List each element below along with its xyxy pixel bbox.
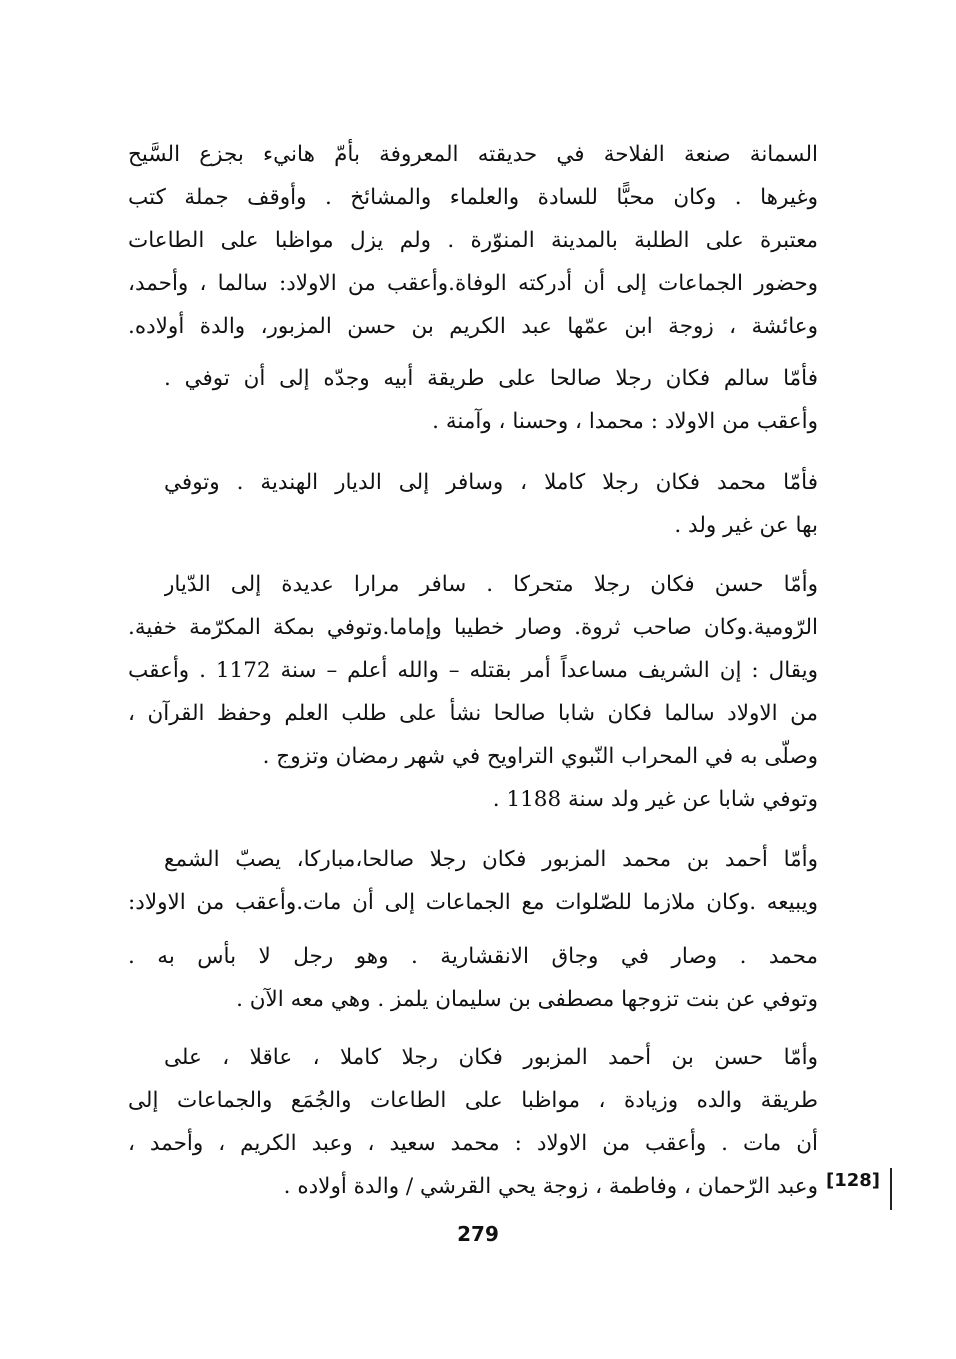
- text-line: السمانة صنعة الفلاحة في حديقته المعروفة بأمّ هانيء بجزع السَّيح: [128, 142, 818, 167]
- text-line: وعائشة ، زوجة ابن عمّها عبد الكريم بن حسن المزبور، والدة أولاده.: [128, 314, 818, 339]
- text-line: الرّومية.وكان صاحب ثروة. وصار خطيبا وإماما.وتوفي بمكة المكرّمة خفية.: [128, 615, 818, 640]
- text-line: وصلّى به في المحراب النّبوي التراويح في شهر رمضان وتزوج .: [262, 744, 818, 769]
- text-line: وأمّا أحمد بن محمد المزبور فكان رجلا صالحا،مباركا، يصبّ الشمع: [164, 847, 818, 872]
- text-line: بها عن غير ولد .: [674, 513, 818, 538]
- page-number: 279: [457, 1222, 499, 1246]
- text-line: ويقال : إن الشريف مساعداً أمر بقتله – والله أعلم – سنة 1172 . وأعقب: [128, 658, 818, 683]
- text-line: وحضور الجماعات إلى أن أدركته الوفاة.وأعقب من الاولاد: سالما ، وأحمد،: [128, 271, 818, 296]
- text-line: أن مات . وأعقب من الاولاد : محمد سعيد ، وعبد الكريم ، وأحمد ،: [128, 1131, 818, 1156]
- text-line: وغيرها . وكان محبًّا للسادة والعلماء والمشائخ . وأوقف جملة كتب: [128, 185, 818, 210]
- text-line: طريقة والده وزيادة ، مواظبا على الطاعات والجُمَع والجماعات إلى: [128, 1088, 818, 1113]
- text-line: فأمّا سالم فكان رجلا صالحا على طريقة أبيه وجدّه إلى أن توفي .: [164, 366, 818, 391]
- text-line: محمد . وصار في وجاق الانقشارية . وهو رجل لا بأس به .: [128, 944, 818, 969]
- text-line: معتبرة على الطلبة بالمدينة المنوّرة . ولم يزل مواظبا على الطاعات: [128, 228, 818, 253]
- text-line: وأمّا حسن فكان رجلا متحركا . سافر مرارا عديدة إلى الدّيار: [164, 572, 818, 597]
- text-line: وأمّا حسن بن أحمد المزبور فكان رجلا كاملا ، عاقلا ، على: [164, 1045, 818, 1070]
- text-line: ويبيعه .وكان ملازما للصّلوات مع الجماعات إلى أن مات.وأعقب من الاولاد:: [128, 890, 818, 915]
- text-line: فأمّا محمد فكان رجلا كاملا ، وسافر إلى الديار الهندية . وتوفي: [164, 470, 818, 495]
- text-line: من الاولاد سالما فكان شابا صالحا نشأ على طلب العلم وحفظ القرآن ،: [128, 701, 818, 726]
- text-line: وتوفي عن بنت تزوجها مصطفى بن سليمان يلمز . وهي معه الآن .: [236, 987, 818, 1012]
- text-line: وأعقب من الاولاد : محمدا ، وحسنا ، وآمنة .: [432, 409, 818, 434]
- text-line: وتوفي شابا عن غير ولد سنة 1188 .: [492, 787, 818, 812]
- margin-rule: [890, 1168, 892, 1210]
- text-line: وعبد الرّحمان ، وفاطمة ، زوجة يحي القرشي / والدة أولاده .: [283, 1174, 818, 1199]
- margin-page-reference: [128]: [826, 1170, 881, 1191]
